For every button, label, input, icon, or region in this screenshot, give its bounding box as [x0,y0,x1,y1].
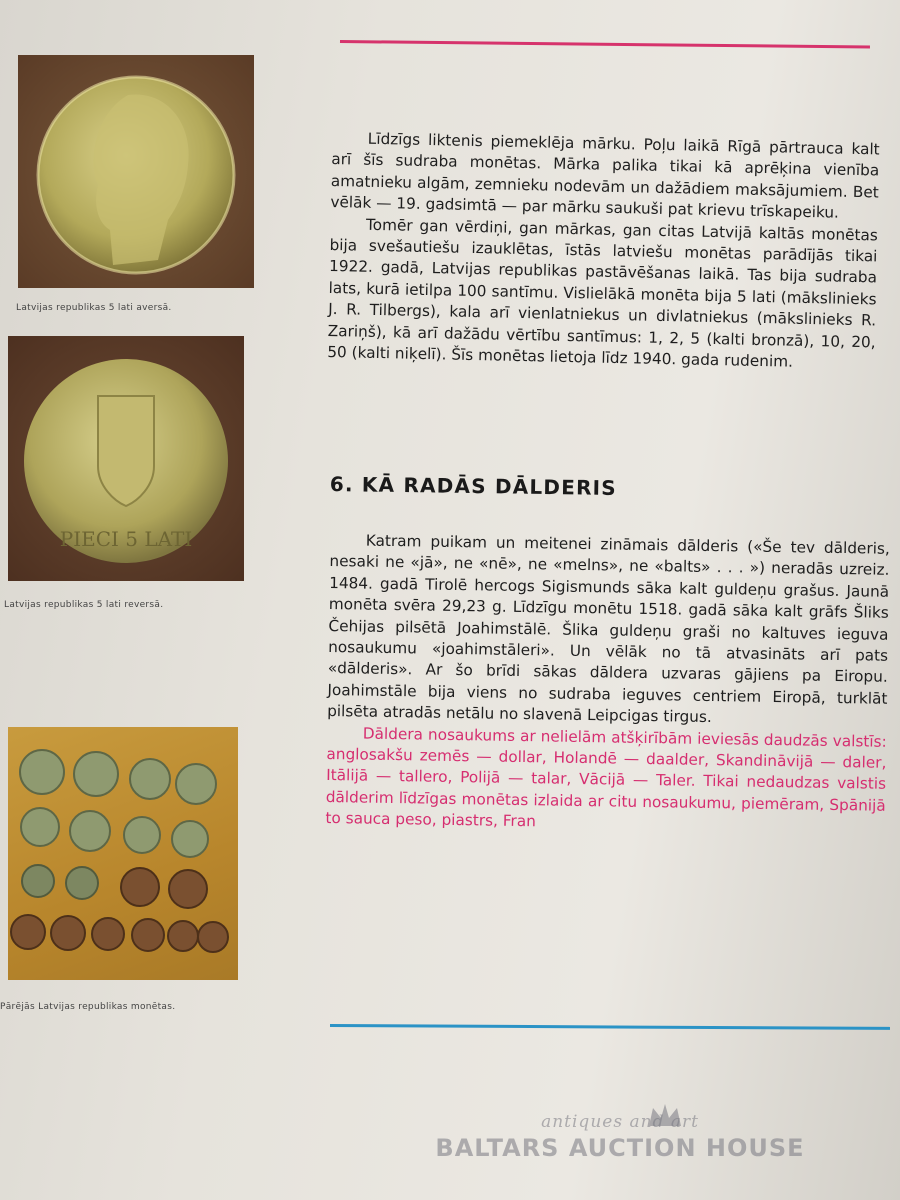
intro-text [327,128,880,375]
top-pink-rule [340,40,870,49]
bottom-blue-rule [330,1024,890,1030]
section-paragraph: Katram puikam un meitenei zināmais dālderis («Še tev dālderis, nesaki ne «jā», ne «nē», ne «melns», ne «balts» . . . ») neradās uzreiz. 1484. gadā Tirolē hercogs Sigismunds sāka kalt guldeņu grašus. Jaunā monēta svēra 29,23 g. Līdzīgu monētu 1518. gadā sāka kalt grāfs Šliks Čehijas pilsētā Joahimstālē. Šlika guldeņu graši no kaltuves ieguva nosaukumu «joahimstāleri». Un vēlāk no tā atvasināts arī pats «dālderis». Ar šo brīdi sākas dāldera uzvaras gājiens pa Eiropu. Joahimstāle bija viens no sudraba ieguves centriem Eiropā, turklāt pilsēta atradās netālu no slavenā Leipcigas tirgus. [327,531,890,727]
caption-obverse: Latvijas republikas 5 lati aversā. [16,303,172,313]
other-coins-photo [8,727,238,980]
intro-paragraph: Līdzīgs liktenis piemeklēja mārku. Poļu laikā Rīgā pārtrauca kalt arī šīs sudraba monētas. Mārka palika tikai kā aprēķina vienība amatnieku algām, zemnieku nodevām un dažādiem maksājumiem. Bet vēlāk — 19. gadsimtā — par mārku saukuši pat krievu trīskapeiku. [330,129,880,222]
watermark [420,1112,820,1162]
watermark-title: BALTARS AUCTION HOUSE [435,1134,805,1162]
section-text [325,530,890,838]
coin-legend: PIECI 5 LATI [59,527,193,551]
pink-paragraph: Dāldera nosaukums ar nelielām atšķirībām ieviesās daudzās valstīs: anglosakšu zemēs — dollar, Holandē — daalder, Skandināvijā — daler, Itālijā — tallero, Polijā — talar, Vācijā — Taler. Tikai nedaudzas valstis dālderim līdzīgas monētas izlaida ar citu nosaukumu, piemēram, Spānijā to sauca peso, piastrs, Fran [325,724,887,831]
coin-obverse-photo [18,55,254,288]
caption-other-coins: Pārējās Latvijas republikas monētas. [0,1002,176,1012]
intro-paragraph: Tomēr gan vērdiņi, gan mārkas, gan citas Latvijā kaltās monētas bija svešautiešu izauklētas, īstās latviešu monētas parādījās tikai 1922. gadā, Latvijas republikas pastāvēšanas laikā. Tas bija sudraba lats, kurā ietilpa 100 santīmu. Vislielākā monēta bija 5 lati (mākslinieks J. R. Tilbergs), kala arī vienlatniekus un divlatniekus (mākslinieks R. Zariņš), kā arī dažādu vērtību santīmus: 1, 2, 5 (kalti bronzā), 10, 20, 50 (kalti niķelī). Šīs monētas lietoja līdz 1940. gada rudenim. [327,215,879,371]
coin-reverse-photo [8,336,244,581]
section-heading: 6. KĀ RADĀS DĀLDERIS [329,472,618,501]
watermark-subtitle: antiques and art [541,1112,699,1132]
caption-reverse: Latvijas republikas 5 lati reversā. [4,600,164,610]
